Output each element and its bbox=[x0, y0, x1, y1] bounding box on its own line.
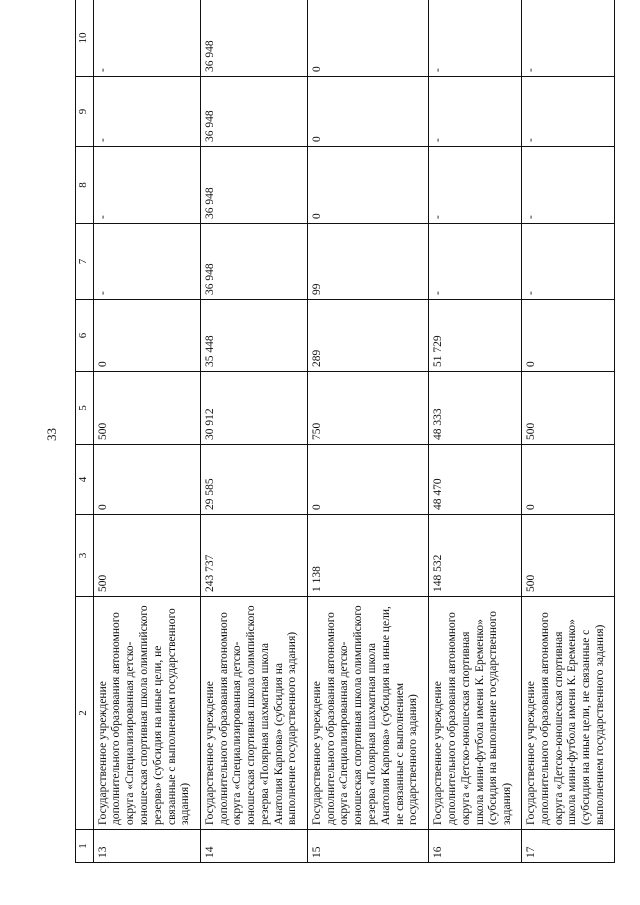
institution-name: Государственное учреждение дополнительного образования автономного округа «Специализированная детско-юношеская спортивная школа олимпийского резерва «Полярная шахматная школа Анатолия Карпова» (субсидия на иные цели, не связанные с выполнением государственного задания) bbox=[307, 597, 428, 830]
value-cell: - bbox=[522, 77, 615, 147]
value-cell: - bbox=[93, 0, 200, 77]
value-cell: 1 138 bbox=[307, 515, 428, 597]
value-cell: - bbox=[93, 224, 200, 300]
value-cell: 36 948 bbox=[200, 77, 307, 147]
value-cell: 0 bbox=[93, 445, 200, 515]
institution-name: Государственное учреждение дополнительного образования автономного округа «Детско-юношеская спортивная школа мини-футбола имени К. Еременко» (субсидия на иные цели, не связанные с выполнением государственного задания) bbox=[522, 597, 615, 830]
value-cell: 0 bbox=[307, 77, 428, 147]
page-number: 33 bbox=[44, 428, 59, 441]
value-cell: 0 bbox=[307, 147, 428, 224]
value-cell: - bbox=[429, 147, 522, 224]
value-cell: 0 bbox=[307, 445, 428, 515]
budget-table bbox=[75, 0, 615, 863]
header-cell: 8 bbox=[76, 147, 94, 224]
value-cell: 0 bbox=[93, 300, 200, 372]
row-number: 16 bbox=[429, 830, 522, 863]
value-cell: 0 bbox=[307, 0, 428, 77]
value-cell: 243 737 bbox=[200, 515, 307, 597]
header-row bbox=[76, 0, 94, 863]
value-cell: 0 bbox=[522, 300, 615, 372]
value-cell: 48 333 bbox=[429, 372, 522, 445]
table-row bbox=[93, 0, 200, 863]
row-number: 14 bbox=[200, 830, 307, 863]
value-cell: 29 585 bbox=[200, 445, 307, 515]
institution-name: Государственное учреждение дополнительного образования автономного округа «Специализированная детско-юношеская спортивная школа олимпийского резерва «Полярная шахматная школа Анатолия Карпова» (субсидия на выполнение государственного задания) bbox=[200, 597, 307, 830]
value-cell: 99 bbox=[307, 224, 428, 300]
value-cell: 500 bbox=[522, 515, 615, 597]
header-cell: 3 bbox=[76, 515, 94, 597]
header-cell: 7 bbox=[76, 224, 94, 300]
value-cell: 289 bbox=[307, 300, 428, 372]
row-number: 17 bbox=[522, 830, 615, 863]
table-row bbox=[307, 0, 428, 863]
header-cell: 6 bbox=[76, 300, 94, 372]
header-cell: 2 bbox=[76, 597, 94, 830]
value-cell: 500 bbox=[522, 372, 615, 445]
value-cell: 36 948 bbox=[200, 224, 307, 300]
value-cell: - bbox=[429, 224, 522, 300]
table-row bbox=[429, 0, 522, 863]
header-cell: 5 bbox=[76, 372, 94, 445]
value-cell: 30 912 bbox=[200, 372, 307, 445]
institution-name: Государственное учреждение дополнительного образования автономного округа «Специализированная детско-юношеская спортивная школа олимпийского резерва» (субсидия на иные цели, не связанные с выполнением государственного задания) bbox=[93, 597, 200, 830]
value-cell: 0 bbox=[522, 445, 615, 515]
row-number: 13 bbox=[93, 830, 200, 863]
value-cell: 750 bbox=[307, 372, 428, 445]
rotated-table-container bbox=[75, 0, 615, 863]
value-cell: - bbox=[93, 147, 200, 224]
value-cell: 148 532 bbox=[429, 515, 522, 597]
value-cell: 51 729 bbox=[429, 300, 522, 372]
value-cell: 36 948 bbox=[200, 0, 307, 77]
value-cell: - bbox=[522, 224, 615, 300]
table-row bbox=[200, 0, 307, 863]
value-cell: - bbox=[522, 0, 615, 77]
table-row bbox=[522, 0, 615, 863]
header-cell: 1 bbox=[76, 830, 94, 863]
value-cell: 48 470 bbox=[429, 445, 522, 515]
row-number: 15 bbox=[307, 830, 428, 863]
value-cell: 500 bbox=[93, 515, 200, 597]
value-cell: - bbox=[93, 77, 200, 147]
institution-name: Государственное учреждение дополнительного образования автономного округа «Детско-юношеская спортивная школа мини-футбола имени К. Еременко» (субсидия на выполнение государственного задания) bbox=[429, 597, 522, 830]
header-cell: 9 bbox=[76, 77, 94, 147]
header-cell: 10 bbox=[76, 0, 94, 77]
value-cell: - bbox=[429, 77, 522, 147]
value-cell: 36 948 bbox=[200, 147, 307, 224]
value-cell: 35 448 bbox=[200, 300, 307, 372]
value-cell: - bbox=[522, 147, 615, 224]
header-cell: 4 bbox=[76, 445, 94, 515]
value-cell: - bbox=[429, 0, 522, 77]
value-cell: 500 bbox=[93, 372, 200, 445]
